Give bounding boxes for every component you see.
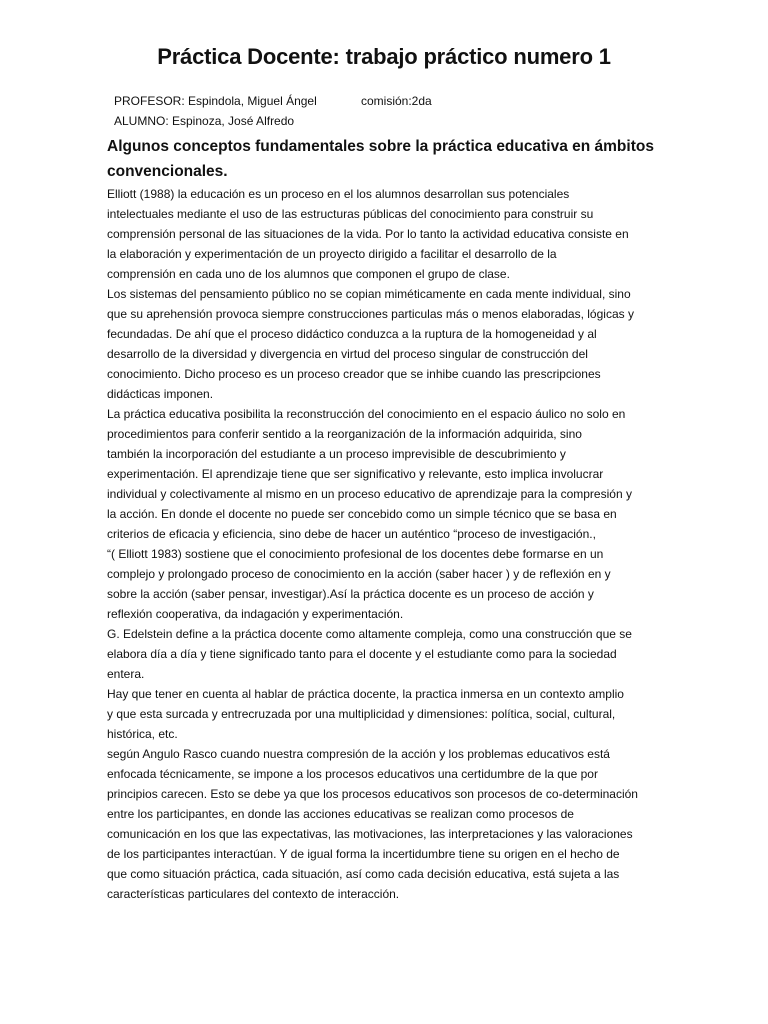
- body-text-line: Elliott (1988) la educación es un proceso en el los alumnos desarrollan sus potenciales: [107, 187, 570, 201]
- body-text-line: comprensión en cada uno de los alumnos que componen el grupo de clase.: [107, 267, 510, 281]
- body-text: [107, 184, 667, 904]
- body-text-line: criterios de eficacia y eficiencia, sino debe de hacer un auténtico “proceso de investigación.,: [107, 527, 596, 541]
- body-text-line: también la incorporación del estudiante a un proceso imprevisible de descubrimiento y: [107, 447, 566, 461]
- student-line: ALUMNO: Espinoza, José Alfredo: [114, 114, 295, 128]
- body-text-line: histórica, etc.: [107, 727, 178, 741]
- body-text-line: Los sistemas del pensamiento público no se copian miméticamente en cada mente individual, sino: [107, 287, 631, 301]
- body-text-line: enfocada técnicamente, se impone a los procesos educativos una certidumbre de la que por: [107, 767, 598, 781]
- body-text-line: Hay que tener en cuenta al hablar de práctica docente, la practica inmersa en un contexto amplio: [107, 687, 624, 701]
- body-text-line: que su aprehensión provoca siempre construcciones particulas más o menos elaboradas, lógicas y: [107, 307, 634, 321]
- body-text-line: elabora día a día y tiene significado tanto para el docente y el estudiante como para la sociedad: [107, 647, 617, 661]
- body-text-line: que como situación práctica, cada situación, así como cada decisión educativa, está sujeta a las: [107, 867, 620, 881]
- body-text-line: desarrollo de la diversidad y divergencia en virtud del proceso singular de construcción del: [107, 347, 588, 361]
- body-text-line: sobre la acción (saber pensar, investigar).Así la práctica docente es un proceso de acción y: [107, 587, 594, 601]
- section-heading: [107, 134, 667, 184]
- professor-line: PROFESOR: Espindola, Miguel Ángel: [114, 94, 317, 108]
- body-text-line: experimentación. El aprendizaje tiene que ser significativo y relevante, esto implica involucrar: [107, 467, 604, 481]
- body-text-line: la acción. En donde el docente no puede ser concebido como un simple técnico que se basa en: [107, 507, 617, 521]
- body-text-line: reflexión cooperativa, da indagación y experimentación.: [107, 607, 404, 621]
- body-text-line: según Angulo Rasco cuando nuestra compresión de la acción y los problemas educativos está: [107, 747, 610, 761]
- page-title: Práctica Docente: trabajo práctico numero 1: [157, 44, 611, 69]
- body-text-line: “( Elliott 1983) sostiene que el conocimiento profesional de los docentes debe formarse en un: [107, 547, 604, 561]
- body-text-line: la elaboración y experimentación de un proyecto dirigido a facilitar el desarrollo de la: [107, 247, 557, 261]
- body-text-line: procedimientos para conferir sentido a la reorganización de la información adquirida, sino: [107, 427, 582, 441]
- body-text-line: características particulares del contexto de interacción.: [107, 887, 400, 901]
- body-text-line: individual y colectivamente al mismo en un proceso educativo de aprendizaje para la compresión y: [107, 487, 632, 501]
- section-heading-line: Algunos conceptos fundamentales sobre la práctica educativa en ámbitos: [107, 138, 654, 155]
- body-text-line: entre los participantes, en donde las acciones educativas se realizan como procesos de: [107, 807, 574, 821]
- body-text-line: principios carecen. Esto se debe ya que los procesos educativos son procesos de co-determinación: [107, 787, 638, 801]
- body-text-line: fecundadas. De ahí que el proceso didáctico conduzca a la ruptura de la homogeneidad y al: [107, 327, 597, 341]
- body-text-line: comprensión personal de las situaciones de la vida. Por lo tanto la actividad educativa consiste en: [107, 227, 629, 241]
- section-heading-line: convencionales.: [107, 163, 228, 180]
- body-text-line: complejo y prolongado proceso de conocimiento en la acción (saber hacer ) y de reflexión en y: [107, 567, 611, 581]
- body-text-line: La práctica educativa posibilita la reconstrucción del conocimiento en el espacio áulico no solo en: [107, 407, 626, 421]
- body-text-line: G. Edelstein define a la práctica docente como altamente compleja, como una construcción que se: [107, 627, 632, 641]
- body-text-line: comunicación en los que las expectativas, las motivaciones, las interpretaciones y las valoraciones: [107, 827, 633, 841]
- body-text-line: entera.: [107, 667, 145, 681]
- body-text-line: intelectuales mediante el uso de las estructuras públicas del conocimiento para construir su: [107, 207, 594, 221]
- body-text-line: y que esta surcada y entrecruzada por una multiplicidad y dimensiones: política, social, cultural,: [107, 707, 616, 721]
- body-text-line: didácticas imponen.: [107, 387, 214, 401]
- commission-label: comisión:2da: [361, 94, 432, 108]
- body-text-line: de los participantes interactúan. Y de igual forma la incertidumbre tiene su origen en el hecho de: [107, 847, 620, 861]
- body-text-line: conocimiento. Dicho proceso es un proceso creador que se inhibe cuando las prescripciones: [107, 367, 601, 381]
